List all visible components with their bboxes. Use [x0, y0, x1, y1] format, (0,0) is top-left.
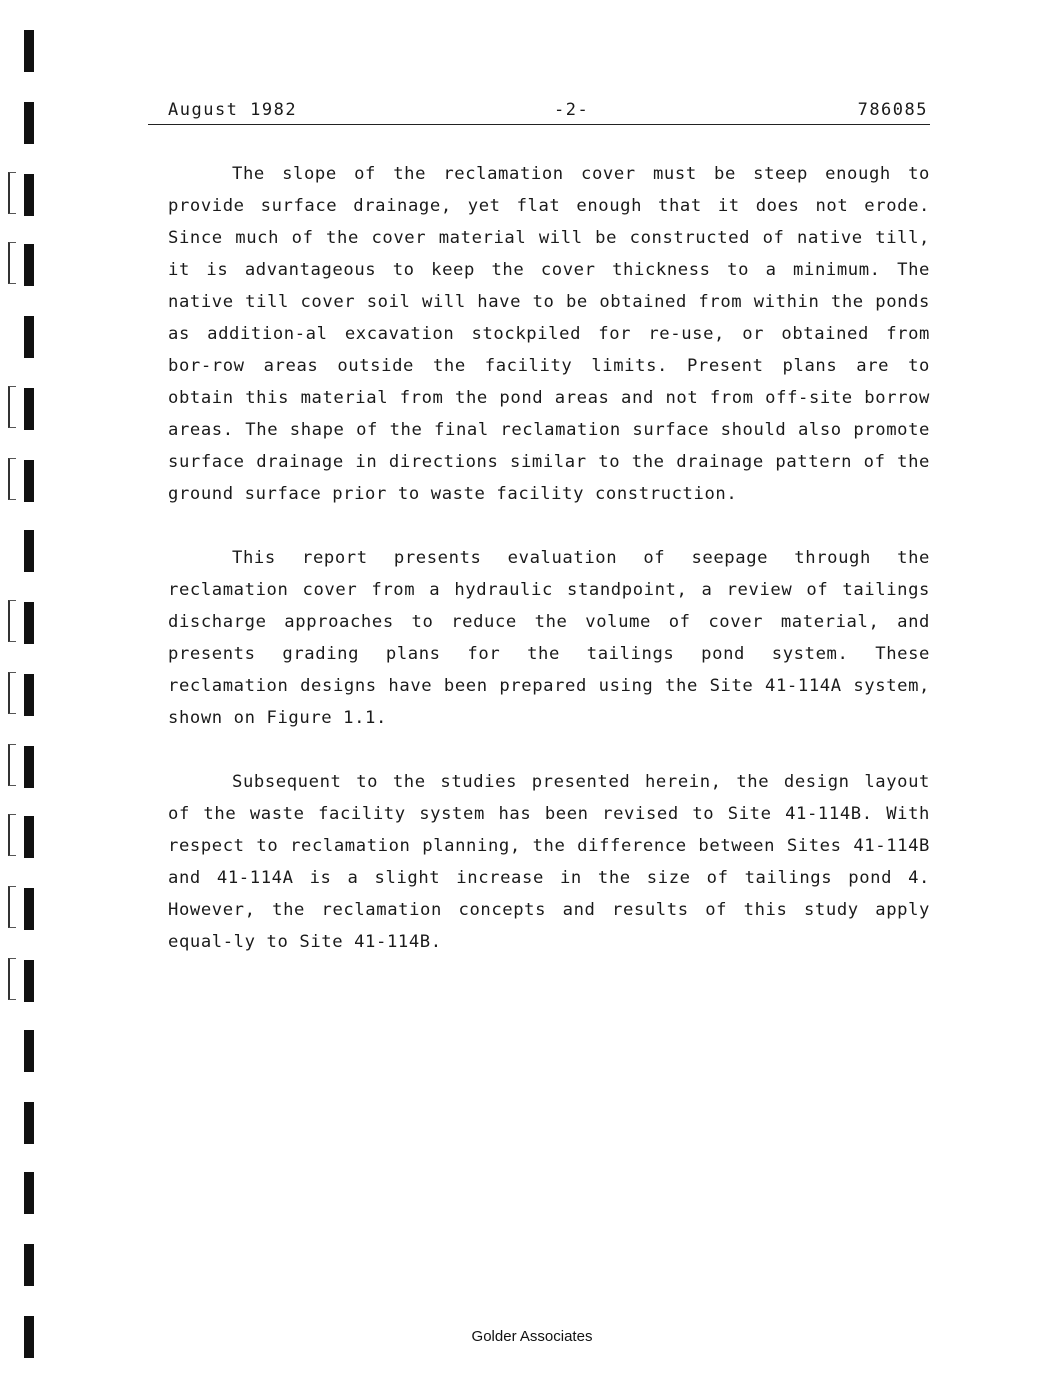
- binder-mark: [24, 102, 34, 144]
- binder-bracket: [8, 172, 16, 214]
- paragraph: The slope of the reclamation cover must be steep enough to provide surface drainage, yet flat enough that it does not erode. Since much of the cover material will be constructed of native till, it is advantageous to keep the cover thickness to a minimum. The native till cover soil will have to be obtained from within the ponds as addition-al excavation stockpiled for re-use, or obtained from bor-row areas outside the facility limits. Present plans are to obtain this material from the pond areas and not from off-site borrow areas. The shape of the final reclamation surface should also promote surface drainage in directions similar to the drainage pattern of the ground surface prior to waste facility construction.: [168, 164, 930, 504]
- binder-bracket: [8, 886, 16, 928]
- binder-mark: [24, 888, 34, 930]
- binder-holes: [0, 0, 40, 1380]
- binder-mark: [24, 460, 34, 502]
- binder-bracket: [8, 386, 16, 428]
- binder-mark: [24, 1244, 34, 1286]
- binder-mark: [24, 816, 34, 858]
- binder-bracket: [8, 814, 16, 856]
- binder-bracket: [8, 958, 16, 1000]
- binder-mark: [24, 388, 34, 430]
- binder-bracket: [8, 600, 16, 642]
- binder-mark: [24, 30, 34, 72]
- binder-mark: [24, 746, 34, 788]
- binder-mark: [24, 602, 34, 644]
- binder-mark: [24, 1030, 34, 1072]
- binder-mark: [24, 674, 34, 716]
- binder-mark: [24, 1102, 34, 1144]
- paragraph: This report presents evaluation of seepage through the reclamation cover from a hydraulic standpoint, a review of tailings discharge approaches to reduce the volume of cover material, and presents grading plans for the tailings pond system. These reclamation designs have been prepared using the Site 41-114A system, shown on Figure 1.1.: [168, 548, 930, 728]
- binder-bracket: [8, 242, 16, 284]
- header-date: August 1982: [168, 100, 298, 120]
- binder-bracket: [8, 744, 16, 786]
- page-footer: Golder Associates: [471, 1328, 593, 1345]
- binder-mark: [24, 244, 34, 286]
- binder-bracket: [8, 458, 16, 500]
- header-page-number: -2-: [554, 100, 590, 120]
- binder-mark: [24, 316, 34, 358]
- binder-mark: [24, 530, 34, 572]
- document-body: [168, 158, 930, 990]
- binder-bracket: [8, 672, 16, 714]
- page-header: [148, 98, 930, 125]
- binder-mark: [24, 960, 34, 1002]
- binder-mark: [24, 1172, 34, 1214]
- paragraph: Subsequent to the studies presented herein, the design layout of the waste facility system has been revised to Site 41-114B. With respect to reclamation planning, the difference between Sites 41-114B and 41-114A is a slight increase in the size of tailings pond 4. However, the reclamation concepts and results of this study apply equal-ly to Site 41-114B.: [168, 772, 930, 952]
- binder-mark: [24, 174, 34, 216]
- header-doc-number: 786085: [857, 100, 928, 120]
